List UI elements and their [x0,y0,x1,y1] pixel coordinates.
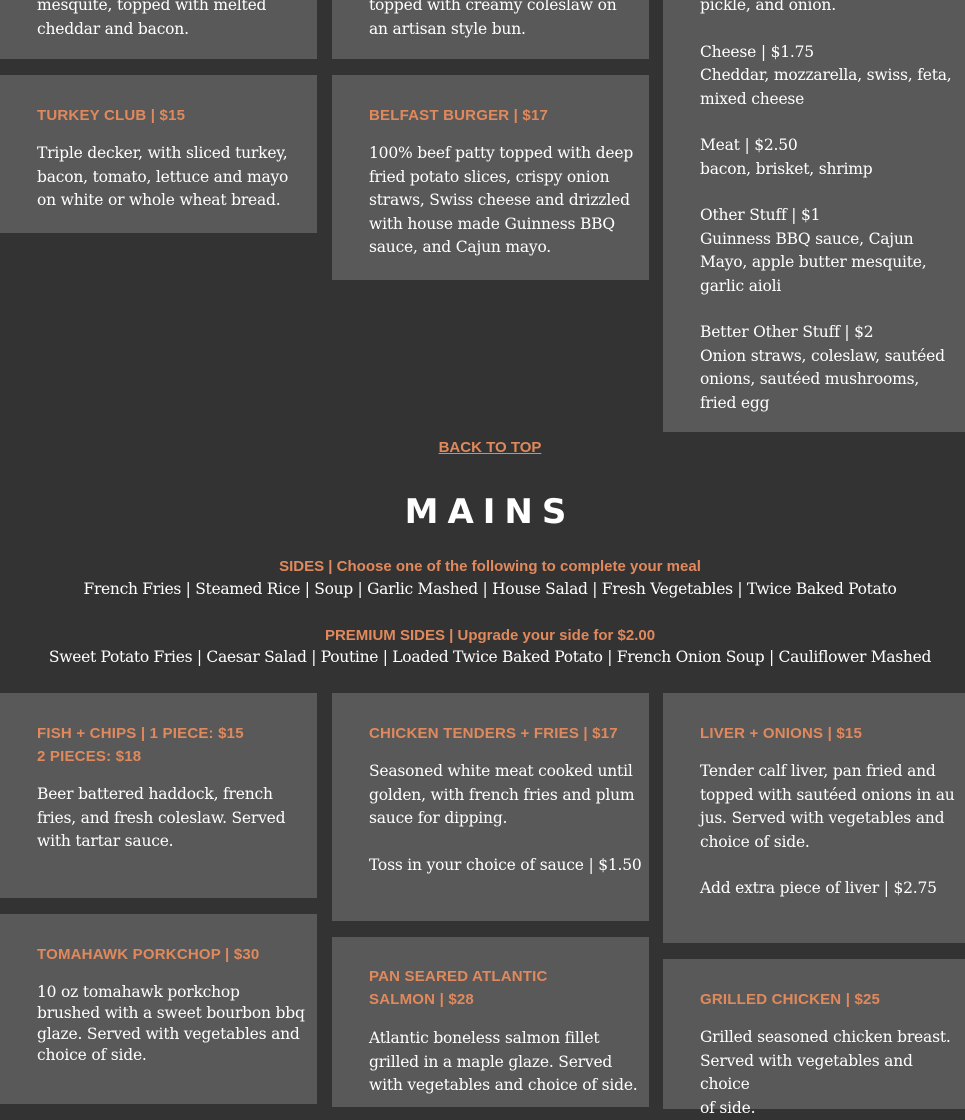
back-to-top-link[interactable]: BACK TO TOP [438,439,542,456]
item-description: Beer battered haddock, french fries, and fresh coleslaw. Served with tartar sauce. [37,785,286,850]
item-description: mesquite, topped with melted cheddar and bacon. [37,0,267,38]
item-description: Seasoned white meat cooked until golden, with french fries and plum sauce for dipping. Toss in your choice of sauce | $1.50 [369,760,642,877]
add-on-cheese-title: Cheese | $1.75 [700,42,814,61]
item-description: Triple decker, with sliced turkey, bacon, tomato, lettuce and mayo on white or whole wheat bread. [37,144,289,209]
menu-card-grilled-chicken [663,959,965,1117]
item-description: 10 oz tomahawk porkchop brushed with a sweet bourbon bbq glaze. Served with vegetables and choice of side. [37,983,305,1064]
item-extra: Add extra piece of liver | $2.75 [700,879,937,897]
menu-card-chicken-tenders [332,693,649,921]
menu-card-atlantic-salmon [332,937,649,1107]
item-title: BELFAST BURGER | $17 [369,107,549,124]
item-extra: Toss in your choice of sauce | $1.50 [369,855,642,874]
item-description: topped with creamy coleslaw on an artisan style bun. [369,0,617,38]
premium-sides-heading: PREMIUM SIDES | Upgrade your side for $2.00 [324,627,656,644]
add-ons-text: pickle, and onion. Cheese | $1.75 Cheddar, mozzarella, swiss, feta, mixed cheese Meat | $2.50 bacon, brisket, shrimp Other Stuff | $1 Guinness BBQ sauce, Cajun Mayo, apple butter mesquite, garlic aioli Better Other Stuff | $2 Onion straws, coleslaw, sautéed onions, sautéed mushrooms, fried egg [700,0,952,412]
menu-card-fish-chips [0,693,317,898]
add-on-other-title: Other Stuff | $1 [700,206,821,224]
item-title: PAN SEARED ATLANTIC SALMON | $28 [369,968,548,1008]
add-on-better-title: Better Other Stuff | $2 [700,323,874,341]
item-title: TURKEY CLUB | $15 [37,107,186,124]
section-title-mains: MAINS [404,492,576,532]
add-on-meat-title: Meat | $2.50 [700,136,798,154]
menu-card-turkey-club [0,75,317,233]
item-title: CHICKEN TENDERS + FRIES | $17 [369,725,618,742]
item-title: TOMAHAWK PORKCHOP | $30 [37,946,260,963]
sides-heading: SIDES | Choose one of the following to complete your meal [279,558,701,575]
item-description: 100% beef patty topped with deep fried potato slices, crispy onion straws, Swiss cheese and drizzled with house made Guinness BBQ sauce, and Cajun mayo. [369,144,634,256]
item-title: GRILLED CHICKEN | $25 [700,991,881,1008]
menu-card-belfast-burger [332,75,649,280]
add-ons-card [663,0,965,432]
menu-card-tomahawk-porkchop [0,914,317,1104]
item-description: Atlantic boneless salmon fillet grilled in a maple glaze. Served with vegetables and choice of side. [369,1029,638,1094]
item-description: Grilled seasoned chicken breast. Served with vegetables and choice of side. [700,1028,951,1117]
menu-card-top-left [0,0,317,59]
item-title: LIVER + ONIONS | $15 [700,725,862,742]
menu-card-top-middle [332,0,649,59]
premium-sides-list: Sweet Potato Fries | Caesar Salad | Poutine | Loaded Twice Baked Potato | French Onion Soup | Cauliflower Mashed [48,648,932,666]
item-description: Tender calf liver, pan fried and topped with sautéed onions in au jus. Served with vegetables and choice of side. Add extra piece of liver | $2.75 [700,760,960,901]
sides-list: French Fries | Steamed Rice | Soup | Garlic Mashed | House Salad | Fresh Vegetables | Twice Baked Potato [83,580,897,598]
menu-card-liver-onions [663,693,965,943]
item-title: FISH + CHIPS | 1 PIECE: $15 2 PIECES: $18 [37,725,244,765]
